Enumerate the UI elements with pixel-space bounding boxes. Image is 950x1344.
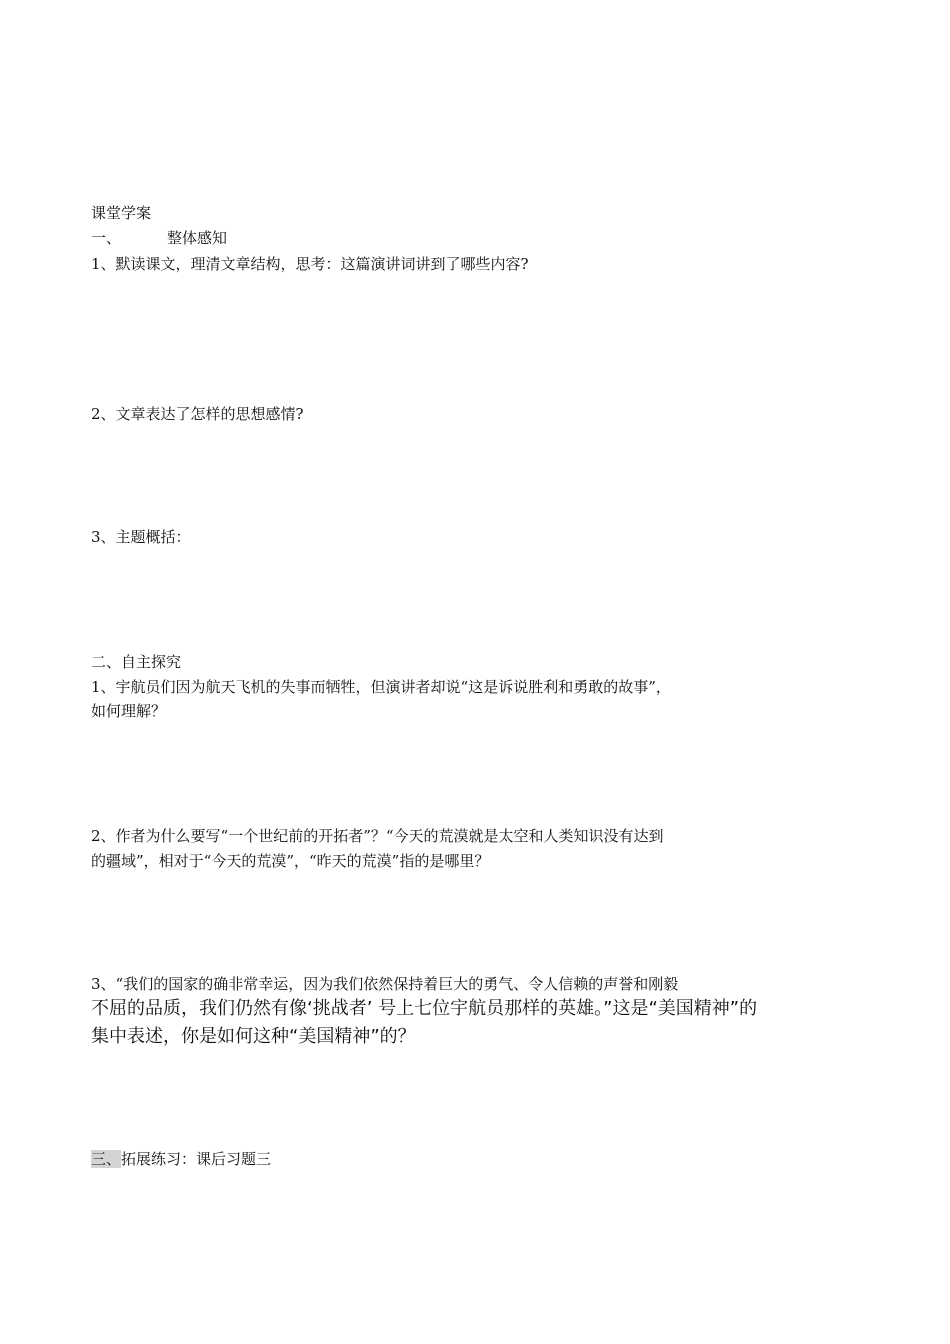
section-2-question-2-line-1: 2、作者为什么要写“一个世纪前的开拓者”？“今天的荒漠就是太空和人类知识没有达到: [91, 827, 664, 845]
section-2-question-3-line-1: 3、“我们的国家的确非常幸运，因为我们依然保持着巨大的勇气、令人信赖的声誉和刚毅: [91, 975, 679, 993]
section-1-number: 一、: [91, 229, 122, 247]
section-3-number: 三、: [91, 1150, 122, 1168]
section-2-question-3-line-2: 不屈的品质，我们仍然有像‘挑战者’ 号上七位宇航员那样的英雄。”这是“美国精神”的: [91, 998, 758, 1019]
section-2-question-1-line-1: 1、宇航员们因为航天飞机的失事而牺牲，但演讲者却说“这是诉说胜利和勇敢的故事”，: [91, 678, 671, 696]
section-1-question-3: 3、主题概括：: [91, 528, 191, 546]
section-3-heading: [91, 1149, 271, 1169]
document-title: 课堂学案: [91, 204, 152, 222]
section-2-question-3-line-3: 集中表述，你是如何这种“美国精神”的？: [91, 1026, 416, 1047]
section-2-question-1-line-2: 如何理解？: [91, 702, 167, 720]
section-1-question-1: 1、默读课文，理清文章结构，思考：这篇演讲词讲到了哪些内容?: [91, 255, 529, 273]
section-1-title: 整体感知: [167, 229, 228, 247]
section-1-heading: [91, 228, 227, 248]
section-1-question-2: 2、文章表达了怎样的思想感情?: [91, 405, 304, 423]
section-2-heading: 二、自主探究: [91, 653, 182, 671]
section-3-title: 拓展练习：课后习题三: [121, 1150, 272, 1168]
section-2-question-2-line-2: 的疆域”，相对于“今天的荒漠”，“昨天的荒漠”指的是哪里？: [91, 852, 490, 870]
